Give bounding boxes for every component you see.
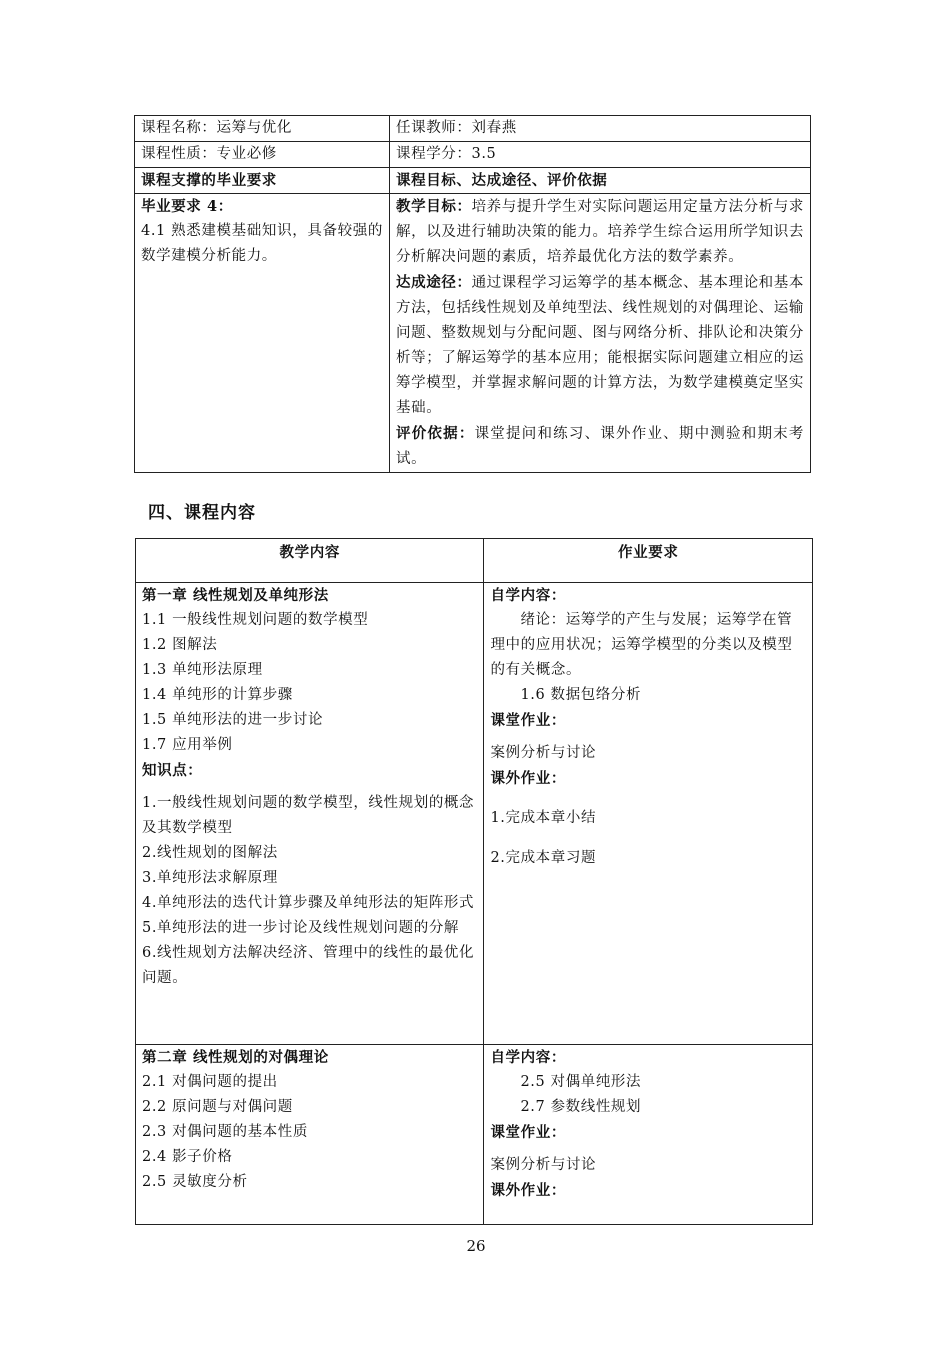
section-heading: 四、课程内容 [148, 503, 256, 523]
achievement-path-text: 通过课程学习运筹学的基本概念、基本理论和基本方法，包括线性规划及单纯型法、线性规划的对偶理论、运输问题、整数规划与分配问题、图与网络分析、排队论和决策分析等；了解运筹学的基本应用；能根据实际问题建立相应的运筹学模型，并掌握求解问题的计算方法，为数学建模奠定坚实基础。 [396, 275, 805, 416]
evaluation-basis-label: 评价依据： [396, 425, 475, 442]
class-work-text: 案例分析与讨论 [490, 1157, 597, 1173]
knowledge-label: 知识点： [142, 762, 203, 779]
list-item: 1.2 图解法 [142, 637, 218, 653]
evaluation-basis [396, 421, 804, 472]
page-number: 26 [466, 1237, 486, 1255]
achievement-path [396, 270, 804, 421]
course-info-table [134, 115, 811, 473]
knowledge-item: 1.一般线性规划问题的数学模型，线性规划的概念及其数学模型 [142, 795, 475, 836]
course-content-table [135, 538, 813, 1225]
chapter2-title: 第二章 线性规划的对偶理论 [142, 1049, 329, 1066]
self-study-item: 2.7 参数线性规划 [520, 1099, 642, 1115]
self-study-item: 1.6 数据包络分析 [520, 687, 642, 703]
homework-item: 1.完成本章小结 [490, 810, 597, 826]
self-study-label: 自学内容： [490, 1049, 566, 1066]
evaluation-basis-text: 课堂提问和练习、课外作业、期中测验和期末考试。 [396, 426, 804, 467]
class-work-label: 课堂作业： [490, 712, 566, 729]
class-work-label: 课堂作业： [490, 1124, 566, 1141]
list-item: 2.5 灵敏度分析 [142, 1174, 248, 1190]
list-item: 1.4 单纯形的计算步骤 [142, 687, 293, 703]
requirement-title: 毕业要求 4： [141, 198, 233, 215]
self-study-item: 2.5 对偶单纯形法 [520, 1074, 642, 1090]
teaching-goal-label: 教学目标： [396, 198, 472, 215]
requirement-header: 课程支撑的毕业要求 [135, 168, 390, 194]
chapter1-title: 第一章 线性规划及单纯形法 [142, 587, 329, 604]
course-name-cell: 课程名称：运筹与优化 [135, 116, 390, 142]
objective-header: 课程目标、达成途径、评价依据 [390, 168, 811, 194]
chapter1-assignment-cell [484, 583, 813, 1045]
list-item: 2.3 对偶问题的基本性质 [142, 1124, 308, 1140]
homework-label: 课外作业： [490, 770, 566, 787]
list-item: 2.1 对偶问题的提出 [142, 1074, 278, 1090]
chapter2-assignment-cell [484, 1045, 813, 1225]
teacher-cell: 任课教师：刘春燕 [390, 116, 811, 142]
course-nature-cell: 课程性质：专业必修 [135, 142, 390, 168]
class-work-text: 案例分析与讨论 [490, 745, 597, 761]
teaching-goal [396, 194, 804, 270]
knowledge-item: 3.单纯形法求解原理 [142, 870, 278, 886]
course-credits-cell: 课程学分：3.5 [390, 142, 811, 168]
list-item: 1.5 单纯形法的进一步讨论 [142, 712, 324, 728]
content-header: 教学内容 [136, 539, 484, 583]
assignment-header: 作业要求 [484, 539, 813, 583]
objective-cell [390, 194, 811, 473]
list-item: 1.7 应用举例 [142, 737, 233, 753]
knowledge-item: 6.线性规划方法解决经济、管理中的线性的最优化问题。 [142, 945, 475, 986]
homework-label: 课外作业： [490, 1182, 566, 1199]
list-item: 1.3 单纯形法原理 [142, 662, 263, 678]
list-item: 1.1 一般线性规划问题的数学模型 [142, 612, 369, 628]
self-study-label: 自学内容： [490, 587, 566, 604]
list-item: 2.2 原问题与对偶问题 [142, 1099, 293, 1115]
requirement-cell [135, 194, 390, 473]
knowledge-item: 2.线性规划的图解法 [142, 845, 278, 861]
chapter1-content-cell [136, 583, 484, 1045]
self-study-text: 绪论：运筹学的产生与发展；运筹学在管理中的应用状况；运筹学模型的分类以及模型的有关概念。 [490, 612, 793, 678]
achievement-path-label: 达成途径： [396, 274, 472, 291]
knowledge-item: 4.单纯形法的迭代计算步骤及单纯形法的矩阵形式 [142, 895, 475, 911]
teaching-goal-text: 培养与提升学生对实际问题运用定量方法分析与求解，以及进行辅助决策的能力。培养学生综合运用所学知识去分析解决问题的素质，培养最优化方法的数学素养。 [396, 199, 805, 265]
chapter2-content-cell [136, 1045, 484, 1225]
list-item: 2.4 影子价格 [142, 1149, 233, 1165]
knowledge-item: 5.单纯形法的进一步讨论及线性规划问题的分解 [142, 920, 460, 936]
requirement-text: 4.1 熟悉建模基础知识，具备较强的数学建模分析能力。 [141, 223, 383, 264]
homework-item: 2.完成本章习题 [490, 850, 597, 866]
